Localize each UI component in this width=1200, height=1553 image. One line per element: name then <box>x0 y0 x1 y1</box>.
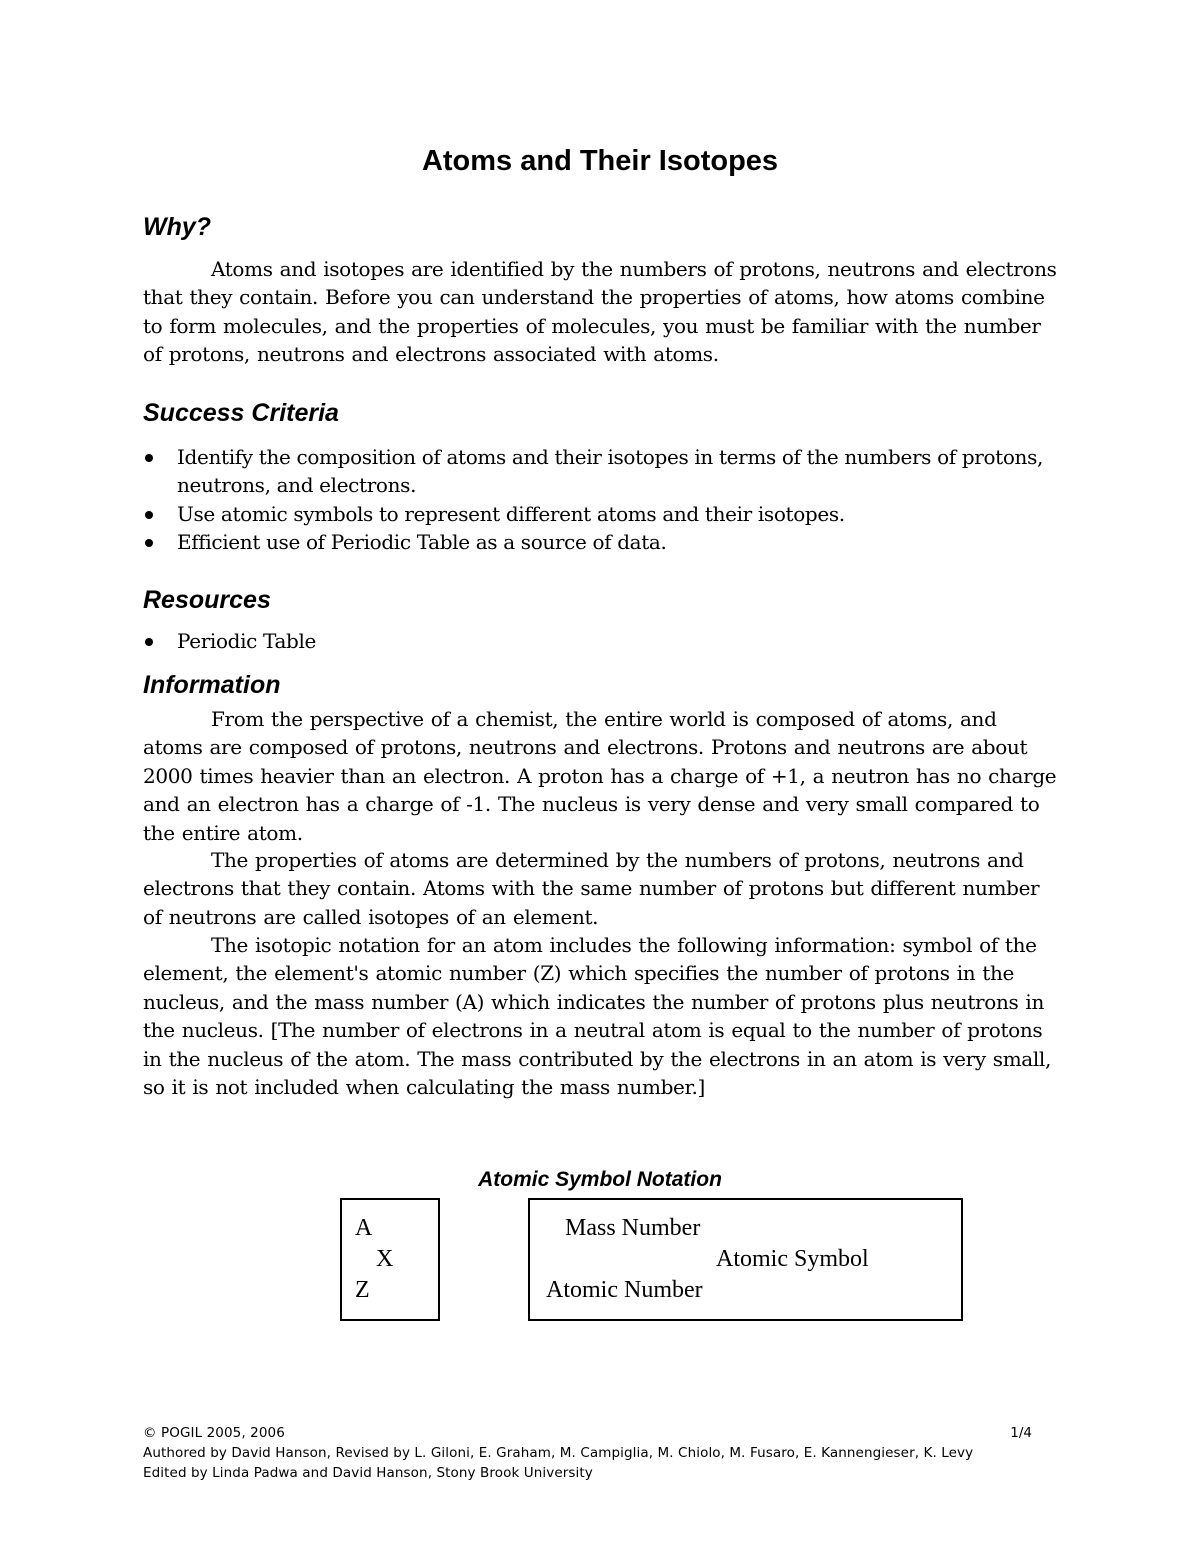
information-paragraph-3: The isotopic notation for an atom includes the following information: symbol of the element, the element's atomic number (Z) which specifies the number of protons in the nucleus, and the mass number (A) which indicates the number of protons plus neutrons in the nucleus. [The number of electrons in a neutral atom is equal to the number of protons in the nucleus of the atom. The mass contributed by the electrons in an atom is very small, so it is not included when calculating the mass number.] <box>143 933 1051 1100</box>
page-number: 1/4 <box>1010 1425 1032 1441</box>
bullet-icon <box>145 454 153 462</box>
atomic-symbol-box <box>340 1198 440 1321</box>
list-item: Identify the composition of atoms and their isotopes in terms of the numbers of protons, neutrons, and electrons. <box>143 443 1063 500</box>
resources-list <box>143 627 1063 655</box>
bullet-icon <box>145 539 153 547</box>
atomic-symbol-label: Atomic Symbol <box>716 1246 869 1272</box>
why-text: Atoms and isotopes are identified by the numbers of protons, neutrons and electrons that they contain. Before you can understand the properties of atoms, how atoms combine to form molecules, and the properties of molecules, you must be familiar with the number of protons, neutrons and electrons associated with atoms. <box>143 257 1057 367</box>
information-paragraph-2: The properties of atoms are determined by the numbers of protons, neutrons and electrons that they contain. Atoms with the same number of protons but different number of neutrons are called isotopes of an element. <box>143 848 1040 929</box>
success-criteria-heading: Success Criteria <box>143 399 339 427</box>
atomic-number-symbol: Z <box>355 1277 370 1303</box>
mass-number-symbol: A <box>355 1215 373 1241</box>
resources-heading: Resources <box>143 586 271 614</box>
footer-copyright: © POGIL 2005, 2006 <box>143 1425 285 1441</box>
bullet-icon <box>145 511 153 519</box>
information-paragraph-1: From the perspective of a chemist, the entire world is composed of atoms, and atoms are composed of protons, neutrons and electrons. Protons and neutrons are about 2000 times heavier than an electron. A proton has a charge of +1, a neutron has no charge and an electron has a charge of -1. The nucleus is very dense and very small compared to the entire atom. <box>143 707 1057 845</box>
information-heading: Information <box>143 671 281 699</box>
notation-legend-box <box>528 1198 963 1321</box>
atomic-number-label: Atomic Number <box>546 1277 703 1303</box>
list-item: Use atomic symbols to represent different atoms and their isotopes. <box>143 500 1063 528</box>
bullet-icon <box>145 638 153 646</box>
list-item: Periodic Table <box>143 627 1063 655</box>
notation-caption: Atomic Symbol Notation <box>478 1168 722 1191</box>
footer-editors: Edited by Linda Padwa and David Hanson, Stony Brook University <box>143 1465 593 1481</box>
page-title: Atoms and Their Isotopes <box>421 145 779 177</box>
mass-number-label: Mass Number <box>565 1215 701 1241</box>
list-item: Efficient use of Periodic Table as a source of data. <box>143 528 1063 556</box>
success-criteria-list <box>143 443 1063 557</box>
footer-authors: Authored by David Hanson, Revised by L. Giloni, E. Graham, M. Campiglia, M. Chiolo, M. Fusaro, E. Kannengieser, K. Levy <box>143 1445 974 1461</box>
why-heading: Why? <box>143 213 212 241</box>
element-symbol: X <box>376 1246 394 1272</box>
